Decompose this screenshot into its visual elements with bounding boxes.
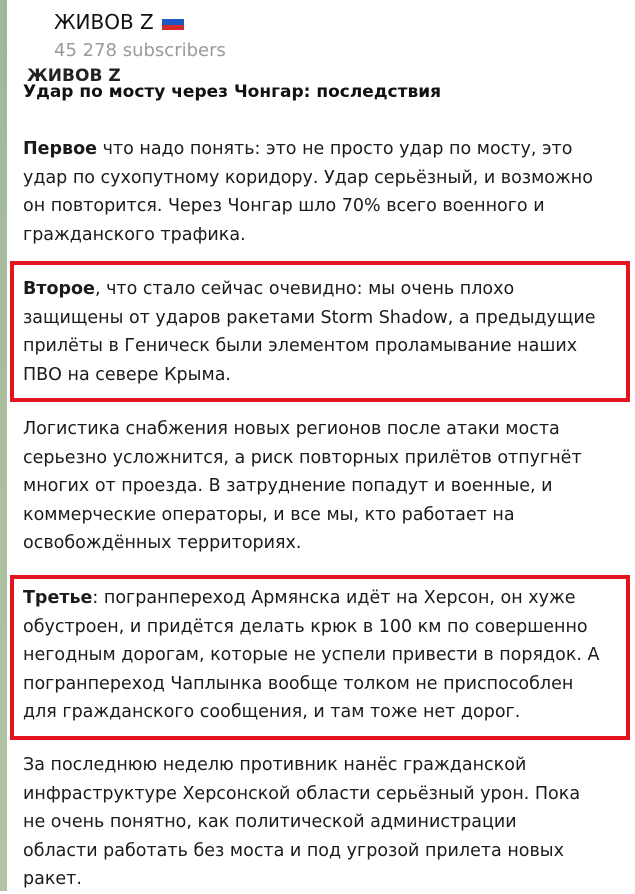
post-title: Удар по мосту через Чонгар: последствия (23, 82, 442, 102)
paragraph-first: Первое что надо понять: это не просто удар по мосту, это удар по сухопутному коридору. Удар серьёзный, и возможно он повторится. Через Чонгар шло 70% всего военного и гражданского трафика. (23, 139, 593, 245)
paragraph-lead: Третье (23, 588, 93, 608)
paragraph-infrastructure: За последнюю неделю противник нанёс гражданской инфраструктуре Херсонской области серьёзный урон. Пока не очень понятно, как политической администрации области работать без моста и под угрозой прилета новых ракет. (23, 755, 581, 889)
channel-header[interactable] (7, 0, 635, 70)
message-post (7, 66, 635, 891)
subscriber-count: 45 278 subscribers (54, 40, 226, 61)
channel-title[interactable] (54, 10, 184, 34)
paragraph-logistics: Логистика снабжения новых регионов после атаки моста серьезно усложнится, а риск повторных прилётов отпугнёт многих от проезда. В затруднение попадут и военные, и коммерческие операторы, и все мы, кто работает на освобождённых территориях. (23, 419, 582, 553)
paragraph-second: Второе, что стало сейчас очевидно: мы очень плохо защищены от ударов ракетами Storm Shadow, а предыдущие прилёты в Геническ были элементом проламывание наших ПВО на севере Крыма. (23, 279, 596, 385)
chat-background-strip (0, 0, 7, 891)
paragraph-lead: Второе (23, 279, 95, 299)
scrolled-text-fragment: ЖИВОВ Z (27, 66, 121, 86)
channel-name: ЖИВОВ Z (54, 10, 154, 34)
paragraph-third: Третье: погранпереход Армянска идёт на Херсон, он хуже обустроен, и придётся делать крюк в 100 км по совершенно негодным дорогам, которые не успели привести в порядок. А погранпереход Чаплынка вообще толком не приспособлен для гражданского сообщения, и там тоже нет дорог. (23, 588, 600, 722)
russia-flag-icon (162, 14, 184, 30)
paragraph-lead: Первое (23, 139, 98, 159)
